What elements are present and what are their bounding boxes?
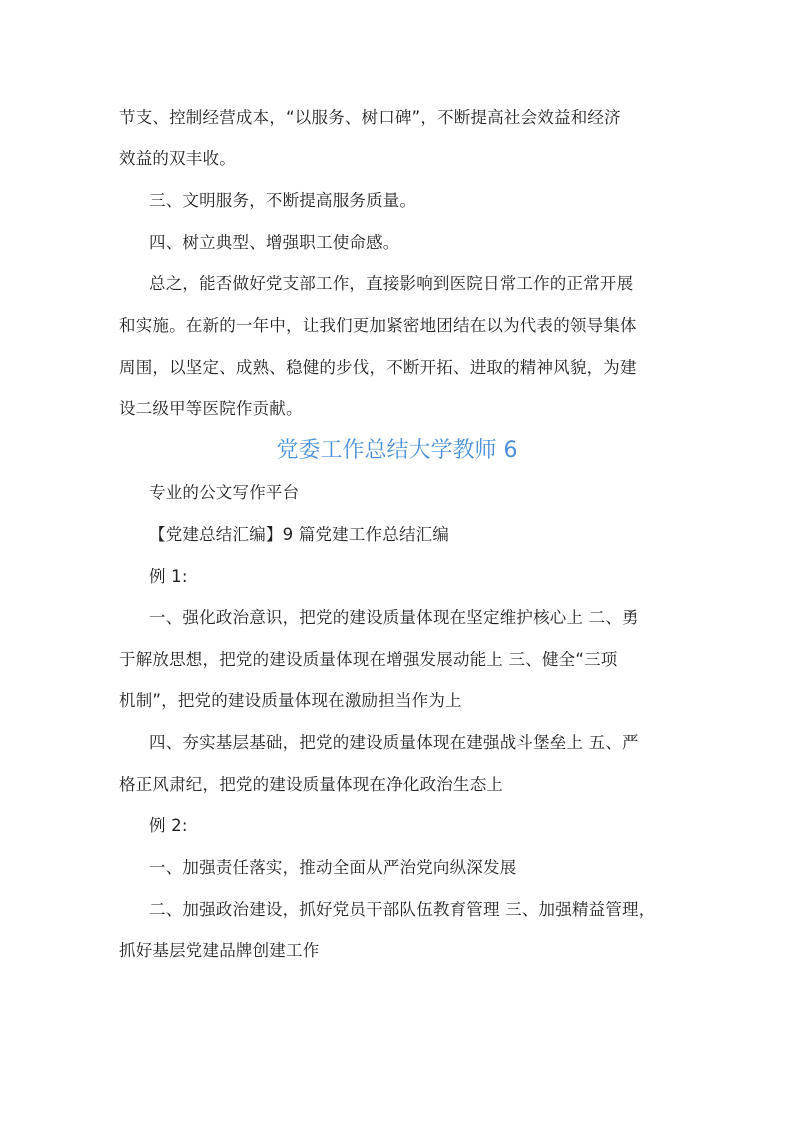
paragraph-line: 效益的双丰收。 (119, 149, 236, 168)
paragraph-line: 格正风肃纪，把党的建设质量体现在净化政治生态上 (119, 775, 504, 794)
paragraph-line: 总之，能否做好党支部工作，直接影响到医院日常工作的正常开展 (149, 274, 634, 293)
paragraph-line: 专业的公文写作平台 (149, 483, 300, 502)
paragraph-line: 一、强化政治意识，把党的建设质量体现在坚定维护核心上 二、勇 (149, 608, 639, 627)
paragraph-line: 和实施。在新的一年中，让我们更加紧密地团结在以为代表的领导集体 (119, 316, 637, 335)
paragraph-line: 例 2: (149, 816, 188, 835)
paragraph-line: 周围，以坚定、成熟、稳健的步伐，不断开拓、进取的精神风貌，为建 (119, 358, 637, 377)
paragraph-line: 四、夯实基层基础，把党的建设质量体现在建强战斗堡垒上 五、严 (149, 733, 639, 752)
paragraph-line: 一、加强责任落实，推动全面从严治党向纵深发展 (149, 858, 517, 877)
paragraph-line: 抓好基层党建品牌创建工作 (119, 941, 320, 960)
paragraph-line: 于解放思想，把党的建设质量体现在增强发展动能上 三、健全“三项 (119, 650, 618, 669)
paragraph-line: 【党建总结汇编】9 篇党建工作总结汇编 (149, 525, 450, 544)
paragraph-line: 三、文明服务，不断提高服务质量。 (149, 191, 417, 210)
paragraph-line: 机制”，把党的建设质量体现在激励担当作为上 (119, 691, 462, 710)
section-heading: 党委工作总结大学教师 6 (276, 438, 518, 463)
paragraph-line: 节支、控制经营成本，“以服务、树口碑”，不断提高社会效益和经济 (119, 108, 621, 127)
paragraph-line: 四、树立典型、增强职工使命感。 (149, 233, 400, 252)
paragraph-line: 设二级甲等医院作贡献。 (119, 399, 303, 418)
paragraph-line: 二、加强政治建设，抓好党员干部队伍教育管理 三、加强精益管理， (149, 900, 656, 919)
paragraph-line: 例 1: (149, 567, 188, 586)
